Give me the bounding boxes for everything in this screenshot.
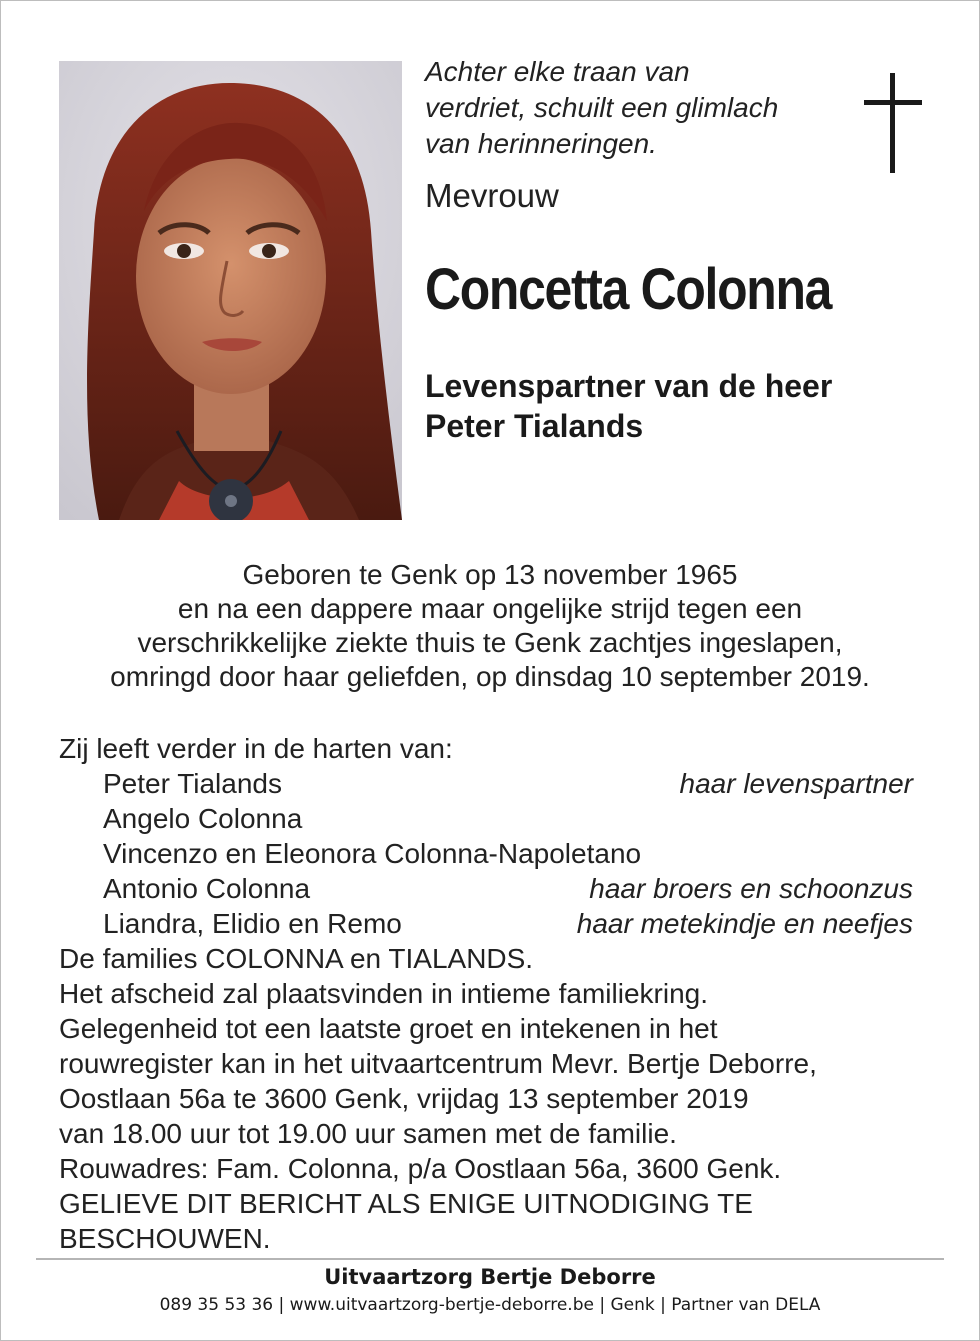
mourner-relation: haar levenspartner xyxy=(679,768,913,799)
closing-line: Oostlaan 56a te 3600 Genk, vrijdag 13 september 2019 xyxy=(59,1083,749,1114)
deceased-name: Concetta Colonna xyxy=(425,257,832,322)
portrait-illustration xyxy=(59,61,402,520)
mourner-name: Vincenzo en Eleonora Colonna-Napoletano xyxy=(103,838,642,869)
partner-statement xyxy=(425,366,945,446)
mourner-name: Angelo Colonna xyxy=(103,803,303,834)
birth-death-announcement xyxy=(0,558,980,694)
closing-line: GELIEVE DIT BERICHT ALS ENIGE UITNODIGING TE xyxy=(59,1188,753,1219)
partner-line: Levenspartner van de heer xyxy=(425,368,833,404)
intro-line: Geboren te Genk op 13 november 1965 xyxy=(242,559,738,590)
mourner-row xyxy=(59,801,919,836)
closing-line: Het afscheid zal plaatsvinden in intieme familiekring. xyxy=(59,978,708,1009)
mourner-name: Antonio Colonna xyxy=(103,873,311,904)
mourner-row xyxy=(59,766,919,801)
closing-line: Gelegenheid tot een laatste groet en intekenen in het xyxy=(59,1013,718,1044)
quote-line: verdriet, schuilt een glimlach xyxy=(425,92,779,123)
funeral-home-contact: 089 35 53 36 | www.uitvaartzorg-bertje-deborre.be | Genk | Partner van DELA xyxy=(159,1295,821,1315)
quote-line: van herinneringen. xyxy=(425,128,657,159)
mourner-name: Peter Tialands xyxy=(103,768,282,799)
funeral-home-name: Uitvaartzorg Bertje Deborre xyxy=(324,1265,656,1289)
salutation: Mevrouw xyxy=(425,177,559,214)
quote-line: Achter elke traan van xyxy=(425,56,690,87)
mourners-heading: Zij leeft verder in de harten van: xyxy=(59,733,453,764)
footer-divider xyxy=(36,1258,944,1260)
announcement-body xyxy=(59,731,919,1256)
closing-line: BESCHOUWEN. xyxy=(59,1223,271,1254)
mourner-name: Liandra, Elidio en Remo xyxy=(103,908,402,939)
intro-line: en na een dappere maar ongelijke strijd tegen een xyxy=(177,593,803,624)
closing-line: van 18.00 uur tot 19.00 uur samen met de familie. xyxy=(59,1118,677,1149)
mourner-relation: haar metekindje en neefjes xyxy=(576,908,913,939)
intro-line: omringd door haar geliefden, op dinsdag 10 september 2019. xyxy=(110,661,870,692)
partner-line: Peter Tialands xyxy=(425,408,644,444)
mourner-relation: haar broers en schoonzus xyxy=(589,873,913,904)
mourner-row xyxy=(59,871,919,906)
mourner-row xyxy=(59,836,919,871)
closing-line: Rouwadres: Fam. Colonna, p/a Oostlaan 56a, 3600 Genk. xyxy=(59,1153,782,1184)
closing-line: rouwregister kan in het uitvaartcentrum Mevr. Bertje Deborre, xyxy=(59,1048,817,1079)
memorial-quote xyxy=(425,54,845,162)
intro-line: verschrikkelijke ziekte thuis te Genk zachtjes ingeslapen, xyxy=(137,627,843,658)
mourner-row xyxy=(59,906,919,941)
cross-icon xyxy=(864,73,922,173)
closing-line: De families COLONNA en TIALANDS. xyxy=(59,943,534,974)
portrait-photo xyxy=(59,61,402,520)
